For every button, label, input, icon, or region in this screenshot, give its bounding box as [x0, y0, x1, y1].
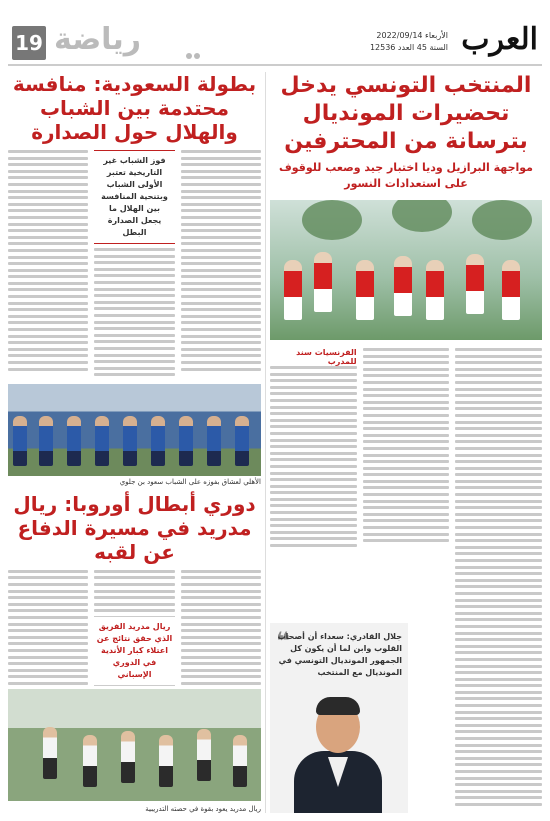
quote-mark-icon: ❝: [276, 627, 291, 655]
tree-shape: [392, 200, 452, 232]
player-figure: [83, 735, 97, 787]
masthead: [8, 8, 542, 66]
player-figure: [502, 260, 520, 320]
player-figure: [235, 416, 249, 466]
player-figure: [426, 260, 444, 320]
section-dots-icon: [184, 44, 200, 52]
ucl-inset: ريال مدريد الفريق الذي حقق نتائج عن اعتلاء كبار الأندية في الدوري الإسباني: [94, 616, 174, 686]
main-subhead: مواجهة البرازيل وديا اختبار جيد وصعب للوقوف على استعدادات النسور: [279, 161, 533, 190]
coach-quote: جلال القادري: سعداء أن أصحاب القلوب وابن لما أن يكون كل الجمهور المونديال التونسي في المونديال مع المنتخب: [277, 632, 402, 677]
inline-subhead: الفرنسيات سند للمدرب: [296, 348, 357, 366]
saudi-photo-caption: الأهلي لعشاق بفوزه على الشباب سعود بن جلوي: [119, 477, 261, 486]
player-figure: [284, 260, 302, 320]
main-headline: المنتخب التونسي يدخل تحضيرات المونديال بترسانة من المحترفين: [280, 73, 532, 154]
saudi-team-photo: [8, 384, 261, 476]
player-figure: [233, 735, 247, 787]
body-column: [455, 348, 542, 810]
team-photo: [270, 200, 542, 340]
player-figure: [197, 729, 211, 781]
player-figure: [39, 416, 53, 466]
saudi-body: [8, 150, 261, 380]
player-figure: [356, 260, 374, 320]
ucl-headline: دوري أبطال أوروبا: ريال مدريد في مسيرة الدفاع عن لقبه: [13, 491, 256, 564]
saudi-pull-quote: فوز الشباب غير التاريخية تعتبر الأولى الشباب وبتنحية المنافسة بين الهلال ما يجعل الصدارة البطل: [94, 150, 174, 244]
player-figure: [179, 416, 193, 466]
left-column: [8, 72, 266, 813]
main-story: [270, 72, 542, 813]
player-figure: [13, 416, 27, 466]
training-photo: [8, 689, 261, 801]
player-figure: [95, 416, 109, 466]
player-figure: [159, 735, 173, 787]
player-figure: [314, 252, 332, 312]
section-title: رياضة: [54, 22, 141, 57]
tree-shape: [302, 200, 362, 240]
player-figure: [123, 416, 137, 466]
player-figure: [466, 254, 484, 314]
body-column: [181, 150, 261, 380]
player-figure: [67, 416, 81, 466]
page-number: 19: [12, 26, 46, 60]
issue-info: [370, 30, 448, 54]
saudi-league-headline: بطولة السعودية: منافسة محتدمة بين الشباب والهلال حول الصدارة: [12, 72, 257, 144]
body-column: [94, 150, 174, 380]
body-column: [8, 150, 88, 380]
coach-portrait: [288, 695, 388, 813]
newspaper-logo: العرب: [461, 22, 538, 57]
coach-quote-box: [270, 623, 408, 813]
player-figure: [394, 256, 412, 316]
issue-date: الأربعاء 2022/09/14: [376, 31, 448, 40]
training-photo-caption: ريال مدريد يعود بقوة في حصته التدريبية: [145, 805, 261, 813]
tree-shape: [472, 200, 532, 240]
player-figure: [151, 416, 165, 466]
player-figure: [207, 416, 221, 466]
player-figure: [43, 727, 57, 779]
player-figure: [121, 731, 135, 783]
issue-number: السنة 45 العدد 12536: [369, 43, 448, 52]
